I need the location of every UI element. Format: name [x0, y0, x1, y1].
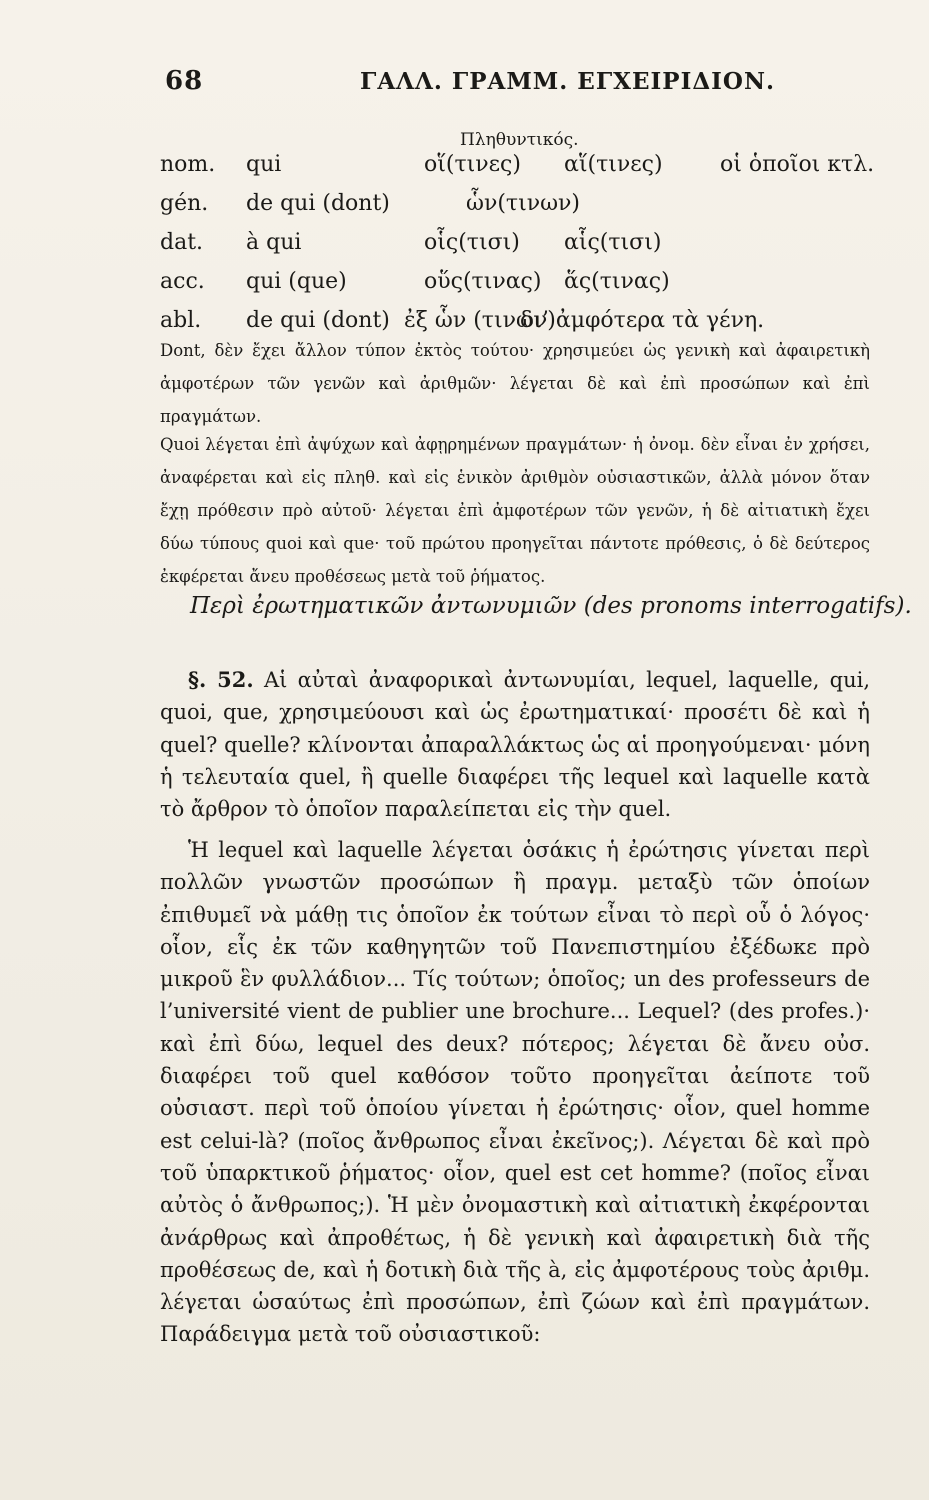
- french-form: qui (que): [246, 269, 347, 294]
- case-label: nom.: [160, 152, 216, 177]
- greek-form: οἷς(τισι): [424, 230, 520, 255]
- french-form: à qui: [246, 230, 302, 255]
- paragraph-number: §. 52.: [188, 667, 254, 692]
- note-quoi-text: Quoi λέγεται ἐπὶ ἀψύχων καὶ ἀφῃρημένων πραγμάτων· ἡ ὀνομ. δὲν εἶναι ἐν χρήσει, ἀναφέρεται καὶ εἰς πληθ. καὶ εἰς ἑνικὸν ἀριθμὸν οὐσιαστικῶν, ἀλλὰ μόνον ὅταν ἔχῃ πρόθεσιν πρὸ αὐτοῦ· λέγεται ἐπὶ ἀμφοτέρων τῶν γενῶν, ἡ δὲ αἰτιατικὴ ἔχει δύω τύπους quoi καὶ que· τοῦ πρώτου προηγεῖται πάντοτε πρόθεσις, ὁ δὲ δεύτερος ἐκφέρεται ἄνευ προθέσεως μετὰ τοῦ ῥήματος.: [160, 435, 870, 586]
- french-form: de qui (dont): [246, 191, 390, 216]
- declension-row: [160, 191, 860, 230]
- greek-form: ἅς(τινας): [564, 269, 670, 294]
- greek-form: ὧν(τινων): [466, 191, 580, 216]
- greek-form: οὕς(τινας): [424, 269, 542, 294]
- section-heading: Περὶ ἐρωτηματικῶν ἀντωνυμιῶν (des pronoms interrogatifs).: [190, 593, 912, 619]
- greek-form: αἷς(τισι): [564, 230, 662, 255]
- declension-table: [160, 152, 875, 347]
- declension-title: Πληθυντικός.: [460, 130, 579, 150]
- running-head: ΓΑΛΛ. ΓΡΑΜΜ. ΕΓΧΕΙΡΙΔΙΟΝ.: [360, 68, 776, 95]
- declension-row: [160, 269, 860, 308]
- greek-form: δι’ ἀμφότερα τὰ γένη.: [520, 308, 765, 333]
- paragraph-lequel-text: Ἡ lequel καὶ laquelle λέγεται ὁσάκις ἡ ἐρώτησις γίνεται περὶ πολλῶν γνωστῶν προσώπων ἢ πραγμ. μεταξὺ τῶν ὁποίων ἐπιθυμεῖ νὰ μάθῃ τις ὁποῖον ἐκ τούτων εἶναι τὸ περὶ οὗ ὁ λόγος· οἷον, εἷς ἐκ τῶν καθηγητῶν τοῦ Πανεπιστημίου ἐξέδωκε πρὸ μικροῦ ἓν φυλλάδιον... Τίς τούτων; ὁποῖος; un des professeurs de l’université vient de publier une brochure... Lequel? (des profes.)· καὶ ἐπὶ δύω, lequel des deux? πότερος; λέγεται δὲ ἄνευ οὐσ. διαφέρει τοῦ quel καθόσον τοῦτο προηγεῖται ἀείποτε τοῦ οὐσιαστ. περὶ τοῦ ὁποίου γίνεται ἡ ἐρώτησις· οἷον, quel homme est celui-là? (ποῖος ἄνθρωπος εἶναι ἐκεῖνος;). Λέγεται δὲ καὶ πρὸ τοῦ ὑπαρκτικοῦ ῥήματος· οἷον, quel est cet homme? (ποῖος εἶναι αὐτὸς ὁ ἄνθρωπος;). Ἡ μὲν ὀνομαστικὴ καὶ αἰτιατικὴ ἐκφέρονται ἀνάρθρως καὶ ἀπροθέτως, ἡ δὲ γενικὴ καὶ ἀφαιρετικὴ διὰ τῆς προθέσεως de, καὶ ἡ δοτικὴ διὰ τῆς à, εἰς ἀμφοτέρους τοὺς ἀριθμ. λέγεται ὡσαύτως ἐπὶ προσώπων, ἐπὶ ζώων καὶ ἐπὶ πραγμάτων. Παράδειγμα μετὰ τοῦ οὐσιαστικοῦ:: [160, 838, 870, 1347]
- french-form: qui: [246, 152, 282, 177]
- paragraph-lequel: [160, 834, 870, 1351]
- greek-form: οἱ ὁποῖοι κτλ.: [720, 152, 875, 177]
- greek-form: αἵ(τινες): [564, 152, 663, 177]
- page-number: 68: [165, 66, 204, 96]
- note-quoi: [160, 428, 870, 593]
- case-label: acc.: [160, 269, 205, 294]
- paragraph-52-text: Αἱ αὐταὶ ἀναφορικαὶ ἀντωνυμίαι, lequel, laquelle, qui, quoi, que, χρησιμεύουσι καὶ ὡς ἐρωτηματικαί· προσέτι δὲ καὶ ἡ quel? quelle? κλίνονται ἀπαραλλάκτως ὡς αἱ προηγούμεναι· μόνη ἡ τελευταία quel, ἢ quelle διαφέρει τῆς lequel καὶ laquelle κατὰ τὸ ἄρθρον τὸ ὁποῖον παραλείπεται εἰς τὴν quel.: [160, 668, 870, 822]
- declension-row: [160, 152, 875, 191]
- greek-form: ἐξ ὧν (τινων): [404, 308, 556, 333]
- note-dont-text: Dont, δὲν ἔχει ἄλλον τύπον ἐκτὸς τούτου· χρησιμεύει ὡς γενικὴ καὶ ἀφαιρετικὴ ἀμφοτέρων τῶν γενῶν καὶ ἀριθμῶν· λέγεται δὲ καὶ ἐπὶ προσώπων καὶ ἐπὶ πραγμάτων.: [160, 341, 870, 426]
- page-header: [165, 66, 870, 102]
- case-label: gén.: [160, 191, 209, 216]
- note-dont: [160, 334, 870, 433]
- declension-row: [160, 230, 860, 269]
- case-label: abl.: [160, 308, 202, 333]
- paragraph-52: [160, 664, 870, 825]
- case-label: dat.: [160, 230, 204, 255]
- french-form: de qui (dont): [246, 308, 390, 333]
- greek-form: οἵ(τινες): [424, 152, 521, 177]
